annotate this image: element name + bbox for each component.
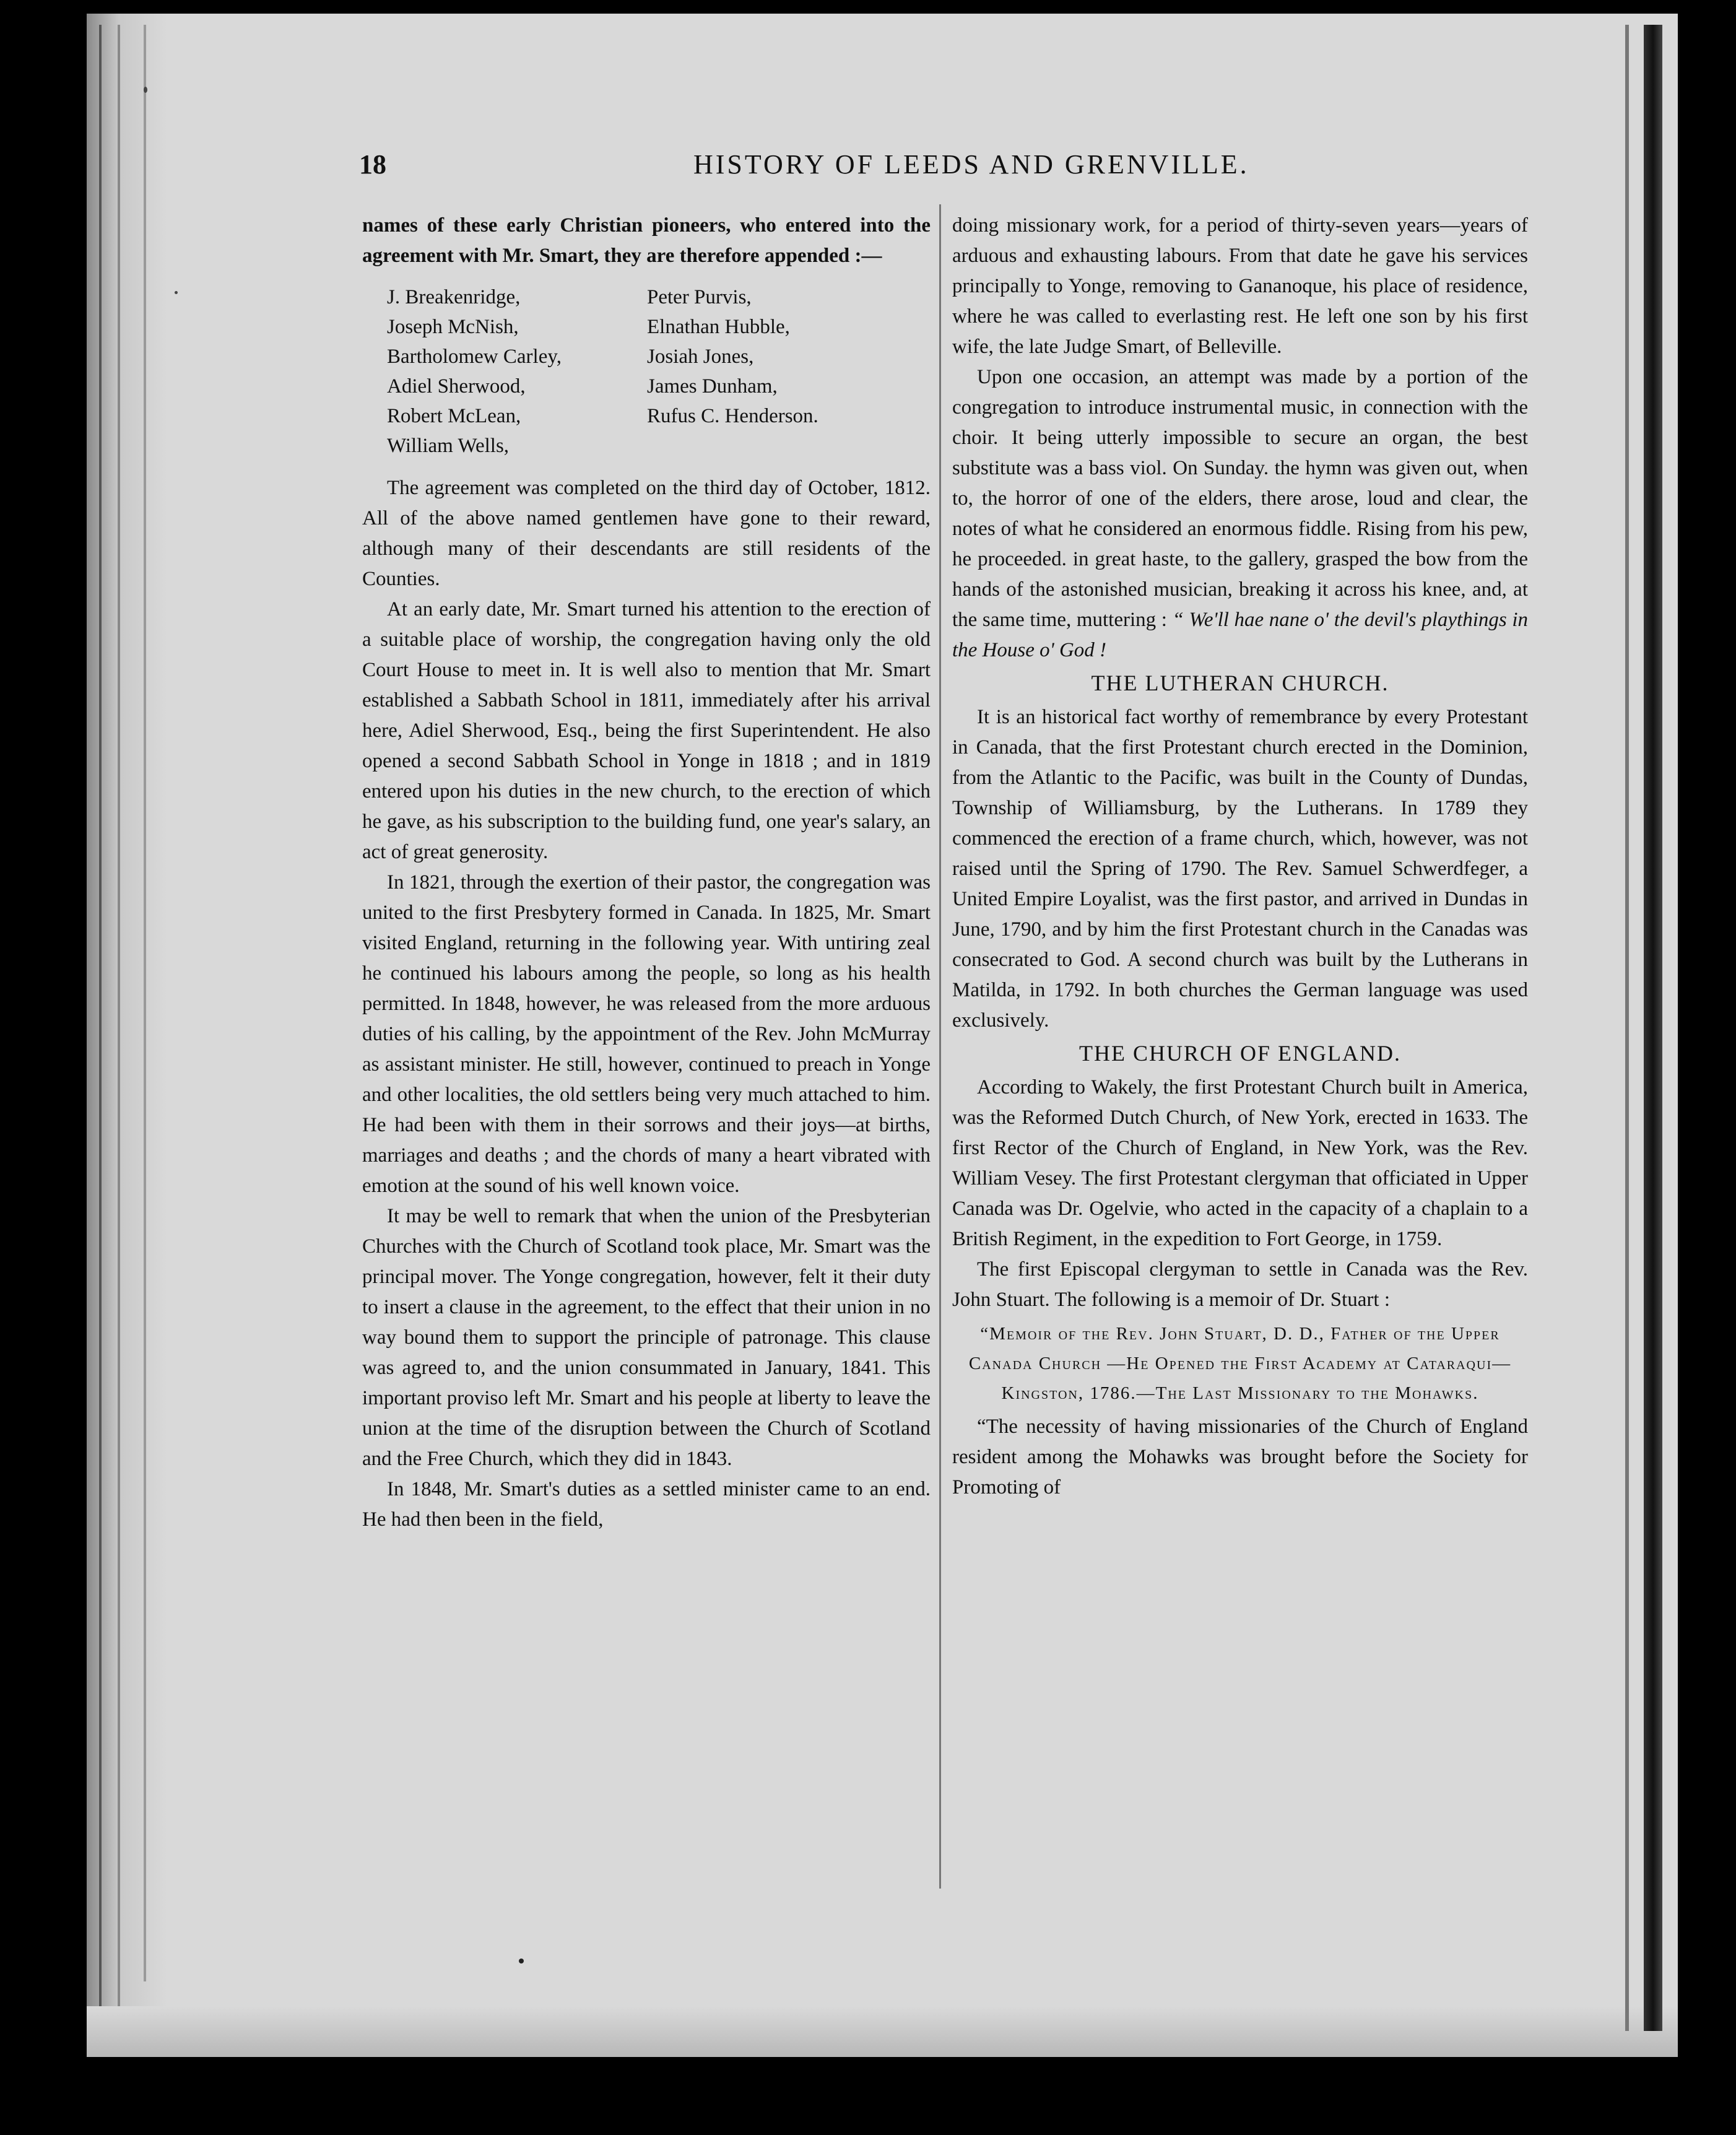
paragraph: doing missionary work, for a period of thirty-seven years—years of arduous and exhausting labours. From that date he gave his services principally to Yonge, removing to Gananoque, his place of residence, where he was called to everlasting rest. He left one son by his first wife, the late Judge Smart, of Belleville. [952, 214, 1528, 358]
paragraph: According to Wakely, the first Protestant Church built in America, was the Reformed Dutch Church, of New York, erected in 1633. The first Rector of the Church of England, in New York, was the Rev. William Vesey. The first Protestant clergyman that officiated in Upper Canada was Dr. Ogelvie, who acted in the capacity of a chaplain to a British Regiment, in the expedition to Fort George, in 1759. [952, 1076, 1528, 1250]
ink-speck [144, 87, 147, 93]
ink-speck [519, 1959, 524, 1963]
page-number: 18 [359, 149, 386, 180]
name-item: Josiah Jones, [647, 346, 754, 368]
intro-text: names of these early Christian pioneers, who entered into the agreement with Mr. Smart, they are therefore appended :— [362, 214, 931, 267]
paragraph-text: Upon one occasion, an attempt was made by a portion of the congregation to introduce instrumental music, in connection with the choir. It being utterly impossible to secure an organ, the best substitute was a bass viol. On Sunday. the hymn was given out, when to, the horror of one of the elders, there arose, loud and clear, the notes of what he considered an enormous fiddle. Rising from his pew, he proceeded. in great haste, to the gallery, grasped the bow from the hands of the astonished musician, breaking it across his knee, and, at the same time, muttering : [952, 366, 1528, 631]
page-bottom-fade [87, 2006, 1678, 2057]
names-list-col1 [387, 282, 647, 461]
left-column [362, 211, 931, 1535]
quotation: “ We'll hae nane o' the devil's playthings in the House o' God ! [952, 609, 1528, 661]
name-item: Joseph McNish, [387, 316, 519, 338]
name-item: Robert McLean, [387, 405, 521, 427]
paragraph: It is an historical fact worthy of remembrance by every Protestant in Canada, that the first Protestant church erected in the Dominion, from the Atlantic to the Pacific, was built in the County of Dundas, Township of Williamsburg, by the Lutherans. In 1789 they commenced the erection of a frame church, which, however, was not raised until the Spring of 1790. The Rev. Samuel Schwerdfeger, a United Empire Loyalist, was the first pastor, and arrived in Dundas in June, 1790, and by him the first Protestant church in the Canadas was consecrated to God. A second church was built by the Lutherans in Matilda, in 1792. In both churches the German language was used exclusively. [952, 706, 1528, 1032]
right-column [952, 211, 1528, 1503]
column-divider [939, 204, 941, 1889]
name-item: James Dunham, [647, 375, 778, 398]
paragraph: The first Episcopal clergyman to settle in Canada was the Rev. John Stuart. The following is a memoir of Dr. Stuart : [952, 1258, 1528, 1311]
memoir-title: “Memoir of the Rev. John Stuart, D. D., Father of the Upper Canada Church —He Opened the First Academy at Cataraqui— Kingston, 1786.—The Last Missionary to the Mohawks. [968, 1324, 1512, 1403]
running-head: HISTORY OF LEEDS AND GRENVILLE. [693, 149, 1249, 180]
name-item: Adiel Sherwood, [387, 375, 526, 398]
binding-shadow [1644, 25, 1662, 2031]
name-item: Peter Purvis, [647, 286, 752, 308]
paragraph: At an early date, Mr. Smart turned his attention to the erection of a suitable place of worship, the congregation having only the old Court House to meet in. It is well also to mention that Mr. Smart established a Sabbath School in 1811, immediately after his arrival here, Adiel Sherwood, Esq., being the first Superintendent. He also opened a second Sabbath School in Yonge in 1818 ; and in 1819 entered upon his duties in the new church, to the erection of which he gave, as his subscription to the building fund, one year's salary, an act of great generosity. [362, 598, 931, 863]
paragraph: It may be well to remark that when the union of the Presbyterian Churches with the Church of Scotland took place, Mr. Smart was the principal mover. The Yonge congregation, however, felt it their duty to insert a clause in the agreement, to the effect that their union in no way bound them to support the principle of patronage. This clause was agreed to, and the union consummated in January, 1841. This important proviso left Mr. Smart and his people at liberty to leave the union at the time of the disruption between the Church of Scotland and the Free Church, which they did in 1843. [362, 1205, 931, 1470]
names-list-col2 [647, 282, 907, 461]
paragraph: “The necessity of having missionaries of the Church of England resident among the Mohawks was brought before the Society for Promoting of [952, 1415, 1528, 1498]
page-edge-line [99, 25, 102, 2043]
section-heading-lutheran: THE LUTHERAN CHURCH. [1091, 671, 1389, 695]
names-list [362, 282, 931, 461]
name-item: Bartholomew Carley, [387, 346, 562, 368]
paragraph: The agreement was completed on the third day of October, 1812. All of the above named gentlemen have gone to their reward, although many of their descendants are still residents of the Counties. [362, 477, 931, 590]
section-heading-church-of-england: THE CHURCH OF ENGLAND. [1079, 1041, 1401, 1066]
name-item: Elnathan Hubble, [647, 316, 790, 338]
name-item: Rufus C. Henderson. [647, 405, 818, 427]
paragraph: In 1848, Mr. Smart's duties as a settled minister came to an end. He had then been in the field, [362, 1478, 931, 1531]
page-edge-line [144, 25, 146, 1981]
ink-speck [175, 291, 178, 294]
name-item: William Wells, [387, 435, 510, 457]
paragraph [952, 362, 1528, 666]
page-edge-line [118, 25, 120, 2006]
binding-edge [1625, 25, 1629, 2031]
name-item: J. Breakenridge, [387, 286, 521, 308]
paragraph: In 1821, through the exertion of their pastor, the congregation was united to the first Presbytery formed in Canada. In 1825, Mr. Smart visited England, returning in the following year. With untiring zeal he continued his labours among the people, so long as his health permitted. In 1848, however, he was released from the more arduous duties of his calling, by the appointment of the Rev. John McMurray as assistant minister. He still, however, continued to preach in Yonge and other localities, the old settlers being very much attached to him. He had been with them in their sorrows and their joys—at births, marriages and deaths ; and the chords of many a heart vibrated with emotion at the sound of his well known voice. [362, 871, 931, 1197]
